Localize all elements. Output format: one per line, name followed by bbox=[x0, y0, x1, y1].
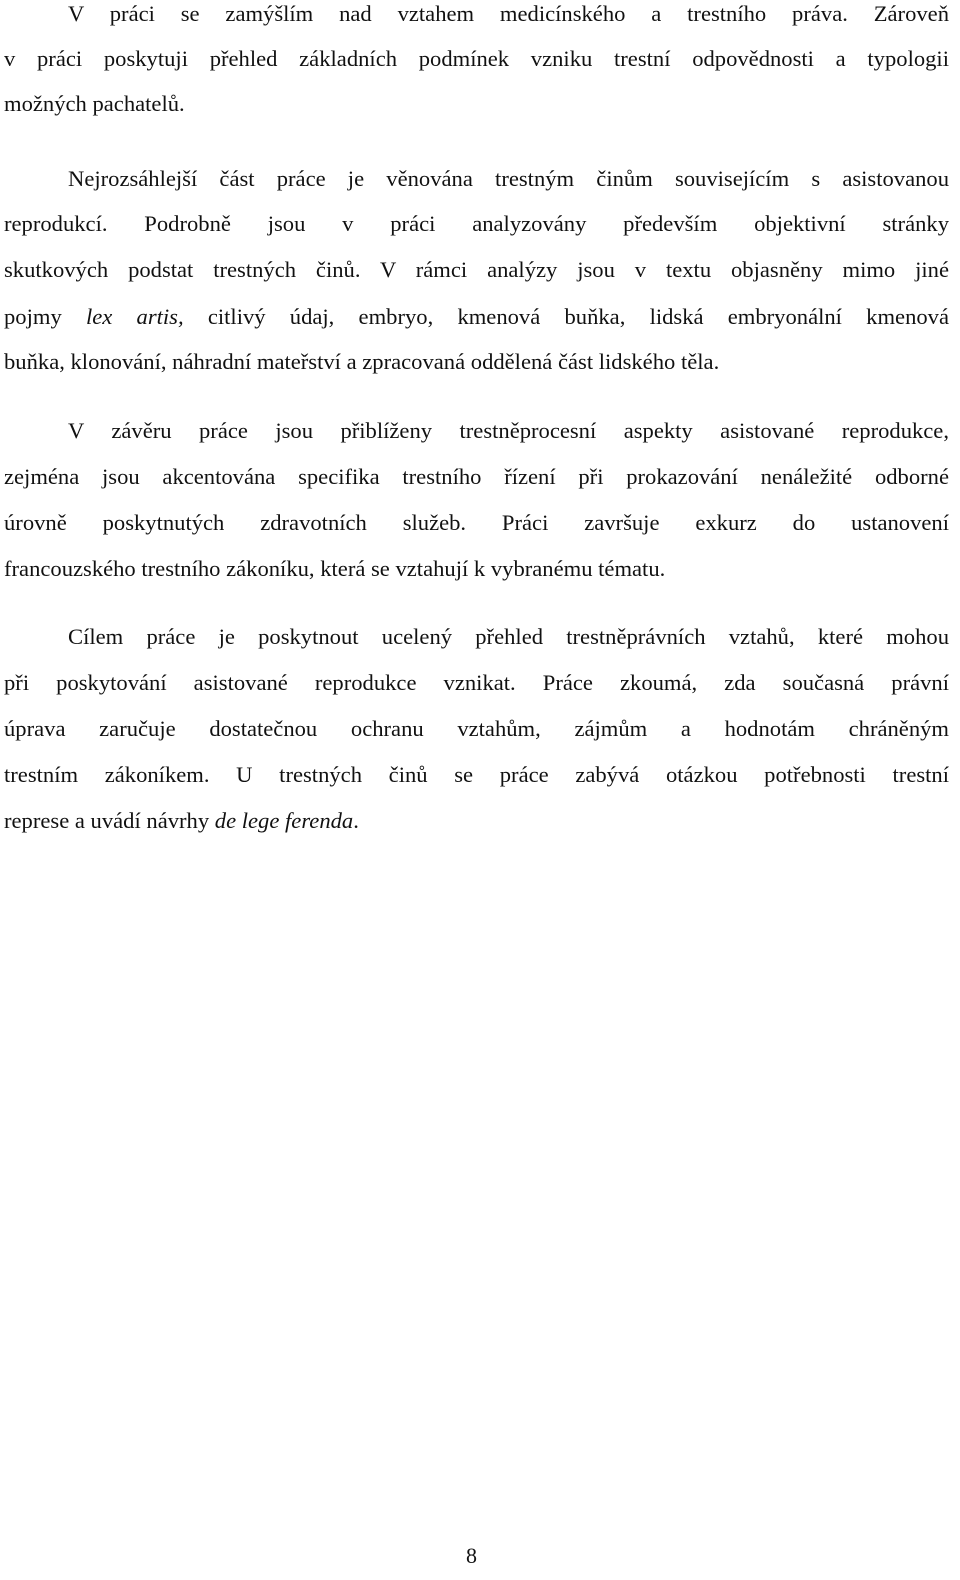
page-number: 8 bbox=[466, 1543, 477, 1568]
text-line bbox=[4, 255, 949, 285]
text-line bbox=[4, 714, 949, 744]
text-line bbox=[4, 347, 949, 377]
text-run: možných pachatelů. bbox=[4, 91, 185, 116]
text-run: V závěru práce jsou přiblíženy trestněprocesní aspekty asistované reprodukce, bbox=[68, 418, 949, 443]
text-run: pojmy bbox=[4, 304, 86, 329]
text-line bbox=[4, 302, 949, 332]
text-run: úprava zaručuje dostatečnou ochranu vztahům, zájmům a hodnotám chráněným bbox=[4, 716, 949, 741]
text-run: při poskytování asistované reprodukce vznikat. Práce zkoumá, zda současná právní bbox=[4, 670, 949, 695]
text-run: V práci se zamýšlím nad vztahem medicínského a trestního práva. Zároveň bbox=[68, 1, 949, 26]
text-line bbox=[4, 508, 949, 538]
text-run: trestním zákoníkem. U trestných činů se práce zabývá otázkou potřebnosti trestní bbox=[4, 762, 949, 787]
text-line bbox=[68, 164, 949, 194]
text-run: represe a uvádí návrhy bbox=[4, 808, 215, 833]
text-line bbox=[4, 209, 949, 239]
text-line bbox=[4, 760, 949, 790]
text-line bbox=[4, 554, 949, 584]
text-line bbox=[4, 89, 949, 119]
text-run: v práci poskytuji přehled základních podmínek vzniku trestní odpovědnosti a typologii bbox=[4, 46, 949, 71]
text-run: skutkových podstat trestných činů. V rámci analýzy jsou v textu objasněny mimo jiné bbox=[4, 257, 949, 282]
text-run: francouzského trestního zákoníku, která se vztahují k vybranému tématu. bbox=[4, 556, 666, 581]
latin-term: de lege ferenda bbox=[214, 808, 354, 833]
text-run: citlivý údaj, embryo, kmenová buňka, lidská embryonální kmenová bbox=[183, 304, 949, 329]
text-line bbox=[68, 0, 949, 29]
text-run: Nejrozsáhlejší část práce je věnována trestným činům souvisejícím s asistovanou bbox=[68, 166, 949, 191]
text-line bbox=[68, 622, 949, 652]
text-line bbox=[4, 668, 949, 698]
text-run: buňka, klonování, náhradní mateřství a zpracovaná oddělená část lidského těla. bbox=[4, 349, 720, 374]
text-line bbox=[68, 416, 949, 446]
text-run: zejména jsou akcentována specifika trestního řízení při prokazování nenáležité odborné bbox=[4, 464, 949, 489]
text-run: Cílem práce je poskytnout ucelený přehled trestněprávních vztahů, které mohou bbox=[68, 624, 949, 649]
latin-term: lex artis, bbox=[85, 304, 184, 329]
text-line bbox=[4, 806, 949, 836]
text-line bbox=[4, 44, 949, 74]
text-run: úrovně poskytnutých zdravotních služeb. Práci završuje exkurz do ustanovení bbox=[4, 510, 949, 535]
text-run: reprodukcí. Podrobně jsou v práci analyzovány především objektivní stránky bbox=[4, 211, 949, 236]
text-run: . bbox=[353, 808, 359, 833]
text-line bbox=[4, 462, 949, 492]
